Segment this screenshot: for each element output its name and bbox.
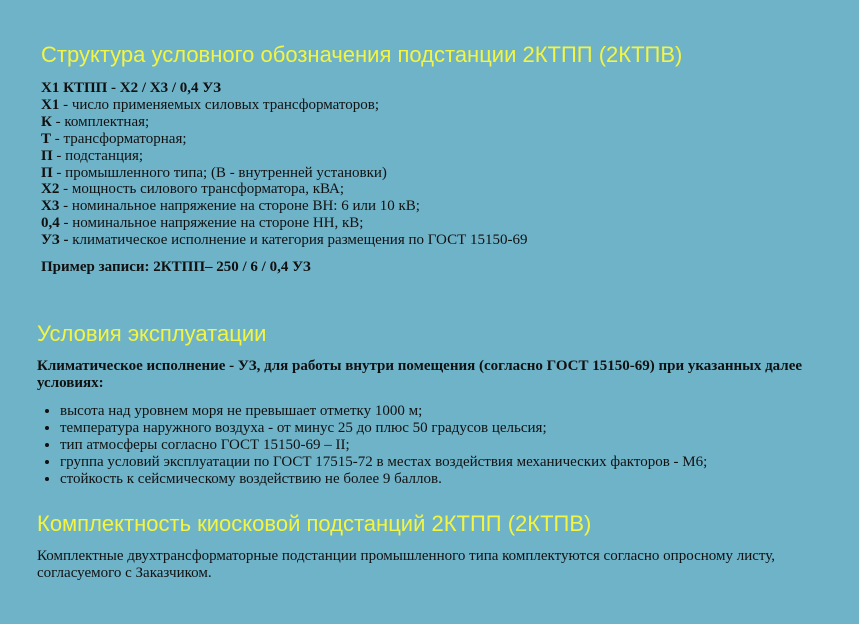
conditions-list [37, 403, 840, 488]
designation-legend [41, 80, 831, 249]
list-item: • стойкость к сейсмическому воздействию не более 9 баллов. [60, 471, 840, 488]
legend-item: К - комплектная; [41, 113, 150, 130]
list-item: • температура наружного воздуха - от минус 25 до плюс 50 градусов цельсия; [60, 420, 840, 437]
list-item: • группа условий эксплуатации по ГОСТ 17515-72 в местах воздействия механических факторов - М6; [60, 454, 840, 471]
section-completeness-title: Комплектность киосковой подстанций 2КТПП (2КТПВ) [37, 511, 592, 536]
climate-description: Климатическое исполнение - УЗ, для работы внутри помещения (согласно ГОСТ 15150-69) при указанных далее условиях: [37, 358, 803, 391]
legend-item: УЗ - климатическое исполнение и категория размещения по ГОСТ 15150-69 [41, 232, 528, 249]
section-operating-conditions-title: Условия эксплуатации [37, 321, 267, 346]
list-item: • высота над уровнем моря не превышает отметку 1000 м; [60, 403, 840, 420]
legend-item: Х2 - мощность силового трансформатора, кВА; [41, 181, 345, 198]
legend-item: Х3 - номинальное напряжение на стороне ВН: 6 или 10 кВ; [41, 198, 420, 215]
example-record: Пример записи: 2КТПП– 250 / 6 / 0,4 УЗ [41, 259, 311, 275]
list-item: • тип атмосферы согласно ГОСТ 15150-69 – II; [60, 437, 840, 454]
legend-item: П - подстанция; [41, 147, 144, 164]
legend-item: 0,4 - номинальное напряжение на стороне НН, кВ; [41, 215, 364, 232]
section-structure-title: Структура условного обозначения подстанции 2КТПП (2КТПВ) [41, 42, 683, 67]
legend-item: Т - трансформаторная; [41, 130, 187, 147]
legend-item: Х1 - число применяемых силовых трансформаторов; [41, 96, 380, 113]
completeness-text: Комплектные двухтрансформаторные подстанции промышленного типа комплектуются согласно опросному листу, согласуемого с Заказчиком. [37, 548, 776, 581]
designation-formula: Х1 КТПП - Х2 / Х3 / 0,4 УЗ [41, 80, 222, 96]
legend-item: П - промышленного типа; (В - внутренней установки) [41, 164, 387, 181]
